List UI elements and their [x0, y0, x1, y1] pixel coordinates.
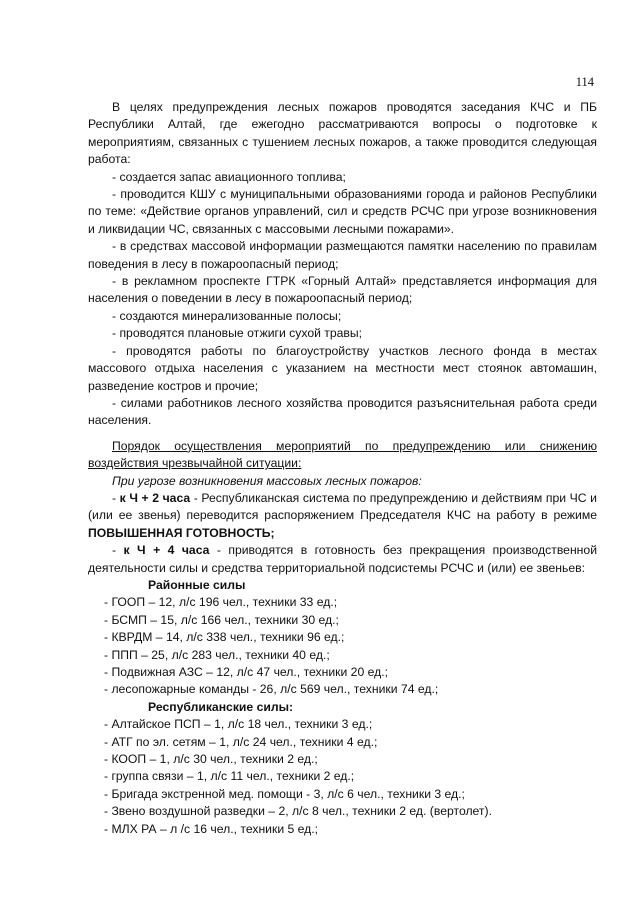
- republic-force-item: - Бригада экстренной мед. помощи - 3, л/с 6 чел., техники 3 ед.;: [104, 786, 465, 801]
- republic-forces-heading: Республиканские силы:: [148, 699, 294, 714]
- step-text: - Республиканская система по предупреждению и действиям при ЧС и (или ее звенья) переводится распоряжением Председателя КЧС на работу в режиме: [88, 490, 597, 523]
- republic-force-item: - КООП – 1, л/с 30 чел., техники 2 ед.;: [104, 752, 318, 767]
- district-force-item: - Подвижная АЗС – 12, л/с 47 чел., техники 20 ед.;: [104, 665, 389, 679]
- step-time-label: к Ч + 2 часа: [119, 490, 191, 505]
- republic-force-item: - группа связи – 1, л/с 11 чел., техники 2 ед.;: [104, 769, 355, 784]
- document-body: [88, 99, 597, 838]
- measure-item: - проводятся работы по благоустройству участков лесного фонда в местах массового отдыха населения с указанием на местности мест стоянок автомашин, разведение костров и прочие;: [88, 343, 597, 393]
- step-prefix: -: [112, 543, 124, 558]
- intro-paragraph: В целях предупреждения лесных пожаров проводятся заседания КЧС и ПБ Республики Алтай, где ежегодно рассматриваются вопросы о подготовке к мероприятиям, связанных с тушением лесных пожаров, а также проводится следующая работа:: [88, 100, 597, 167]
- district-forces-heading: Районные силы: [148, 577, 246, 592]
- measure-item: - силами работников лесного хозяйства проводится разъяснительная работа среди населения.: [88, 395, 597, 428]
- district-force-item: - ППП – 25, л/с 283 чел., техники 40 ед.;: [104, 647, 330, 662]
- measure-item: - проводится КШУ с муниципальными образованиями города и районов Республики по теме: «Действие органов управлений, сил и средств РСЧС при угрозе возникновения и ликвидации ЧС, связанных с массовыми лесными пожарами».: [88, 187, 597, 236]
- republic-force-item: - Звено воздушной разведки – 2, л/с 8 чел., техники 2 ед. (вертолет).: [104, 804, 492, 819]
- readiness-mode: ПОВЫШЕННАЯ ГОТОВНОСТЬ;: [88, 525, 275, 540]
- measure-item: - создается запас авиационного топлива;: [112, 169, 346, 184]
- republic-force-item: - Алтайское ПСП – 1, л/с 18 чел., техники 3 ед.;: [104, 717, 373, 732]
- measure-item: - проводятся плановые отжиги сухой травы;: [112, 326, 363, 341]
- district-force-item: - ГООП – 12, л/с 196 чел., техники 33 ед.;: [104, 595, 338, 610]
- page-number: 114: [575, 75, 594, 89]
- step-h-plus-2: [88, 490, 597, 542]
- step-time-label: к Ч + 4 часа: [123, 543, 210, 558]
- republic-force-item: - АТГ по эл. сетям – 1, л/с 24 чел., техники 4 ед.;: [104, 734, 378, 749]
- district-force-item: - БСМП – 15, л/с 166 чел., техники 30 ед.;: [104, 612, 339, 627]
- district-force-item: - КВРДМ – 14, л/с 338 чел., техники 96 ед.;: [104, 630, 345, 645]
- threat-title: При угрозе возникновения массовых лесных пожаров:: [112, 473, 422, 488]
- step-prefix: -: [112, 490, 120, 505]
- measure-item: - создаются минерализованные полосы;: [112, 308, 342, 323]
- measure-item: - в рекламном проспекте ГТРК «Горный Алтай» представляется информация для населения о поведении в лесу в пожароопасный период;: [88, 274, 597, 306]
- step-h-plus-4: [88, 542, 597, 577]
- republic-force-item: - МЛХ РА – л /с 16 чел., техники 5 ед.;: [104, 821, 319, 836]
- measure-item: - в средствах массовой информации размещаются памятки населению по правилам поведения в лесу в пожароопасный период;: [88, 239, 597, 271]
- procedure-title: Порядок осуществления мероприятий по предупреждению или снижению воздействия чрезвычайной ситуации:: [88, 438, 597, 471]
- district-force-item: - лесопожарные команды - 26, л/с 569 чел., техники 74 ед.;: [104, 682, 439, 697]
- step-text: - приводятся в готовность без прекращения производственной деятельности силы и средства территориальной подсистемы РСЧС и (или) ее звеньев:: [88, 543, 598, 575]
